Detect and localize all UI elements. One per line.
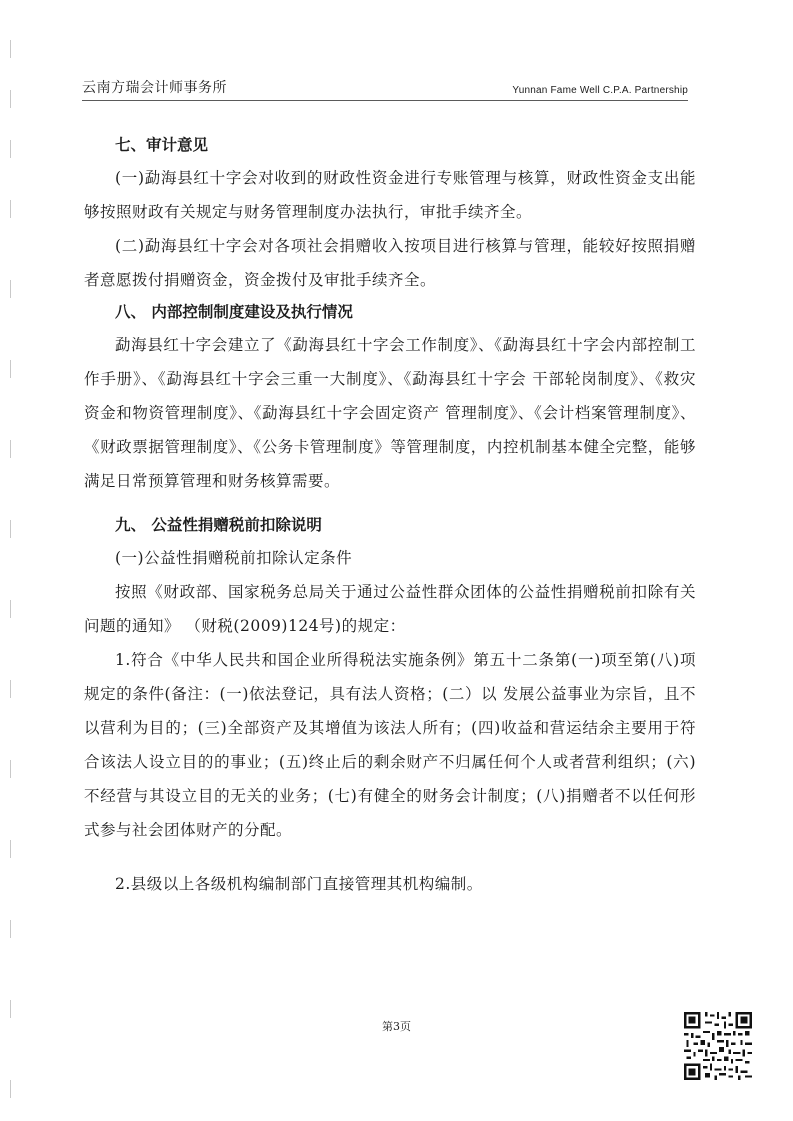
section-7-paragraph-2: (二)勐海县红十字会对各项社会捐赠收入按项目进行核算与管理，能较好按照捐赠者意愿拨付捐赠资金，资金拨付及审批手续齐全。 [84, 237, 696, 289]
section-8-paragraph-1: 勐海县红十字会建立了《勐海县红十字会工作制度》、《勐海县红十字会内部控制工作手册》、《勐海县红十字会三重一大制度》、《勐海县红十字会 干部轮岗制度》、《救灾资金和物资管理制度》、《勐海县红十字会固定资产 管理制度》、《会计档案管理制度》、《财政票据管理制度》、《公务卡管理制度》等管理制度，内控机制基本健全完整，能够满足日常预算管理和财务核算需要。 [84, 336, 696, 490]
binding-edge-marks [10, 30, 16, 1110]
section-9-paragraph-1: 按照《财政部、国家税务总局关于通过公益性群众团体的公益性捐赠税前扣除有关问题的通知》 （财税(2009)124号)的规定： [84, 583, 696, 635]
section-9-title: 九、 公益性捐赠税前扣除说明 [115, 516, 322, 534]
section-9-subheading: (一)公益性捐赠税前扣除认定条件 [115, 549, 353, 567]
document-body [84, 130, 696, 901]
page-number: 第3页 [382, 1020, 411, 1033]
page-header [82, 78, 688, 101]
firm-name-cn: 云南方瑞会计师事务所 [82, 80, 227, 96]
section-7-title: 七、审计意见 [115, 136, 209, 154]
firm-name-en: Yunnan Fame Well C.P.A. Partnership [512, 85, 688, 96]
section-8-title: 八、 内部控制制度建设及执行情况 [115, 303, 353, 321]
qr-code-icon [684, 1012, 752, 1080]
section-7-paragraph-1: (一)勐海县红十字会对收到的财政性资金进行专账管理与核算，财政性资金支出能够按照财政有关规定与财务管理制度办法执行，审批手续齐全。 [84, 169, 696, 221]
section-9-item-2: 2.县级以上各级机构编制部门直接管理其机构编制。 [115, 875, 483, 893]
section-9-item-1: 1.符合《中华人民共和国企业所得税法实施条例》第五十二条第(一)项至第(八)项规定的条件(备注：(一)依法登记，具有法人资格；(二）以 发展公益事业为宗旨，且不以营利为目的；(三)全部资产及其增值为该法人所有；(四)收益和营运结余主要用于符合该法人设立目的的事业；(五)终止后的剩余财产不归属任何个人或者营利组织；(六)不经营与其设立目的无关的业务；(七)有健全的财务会计制度；(八)捐赠者不以任何形式参与社会团体财产的分配。 [84, 651, 696, 839]
